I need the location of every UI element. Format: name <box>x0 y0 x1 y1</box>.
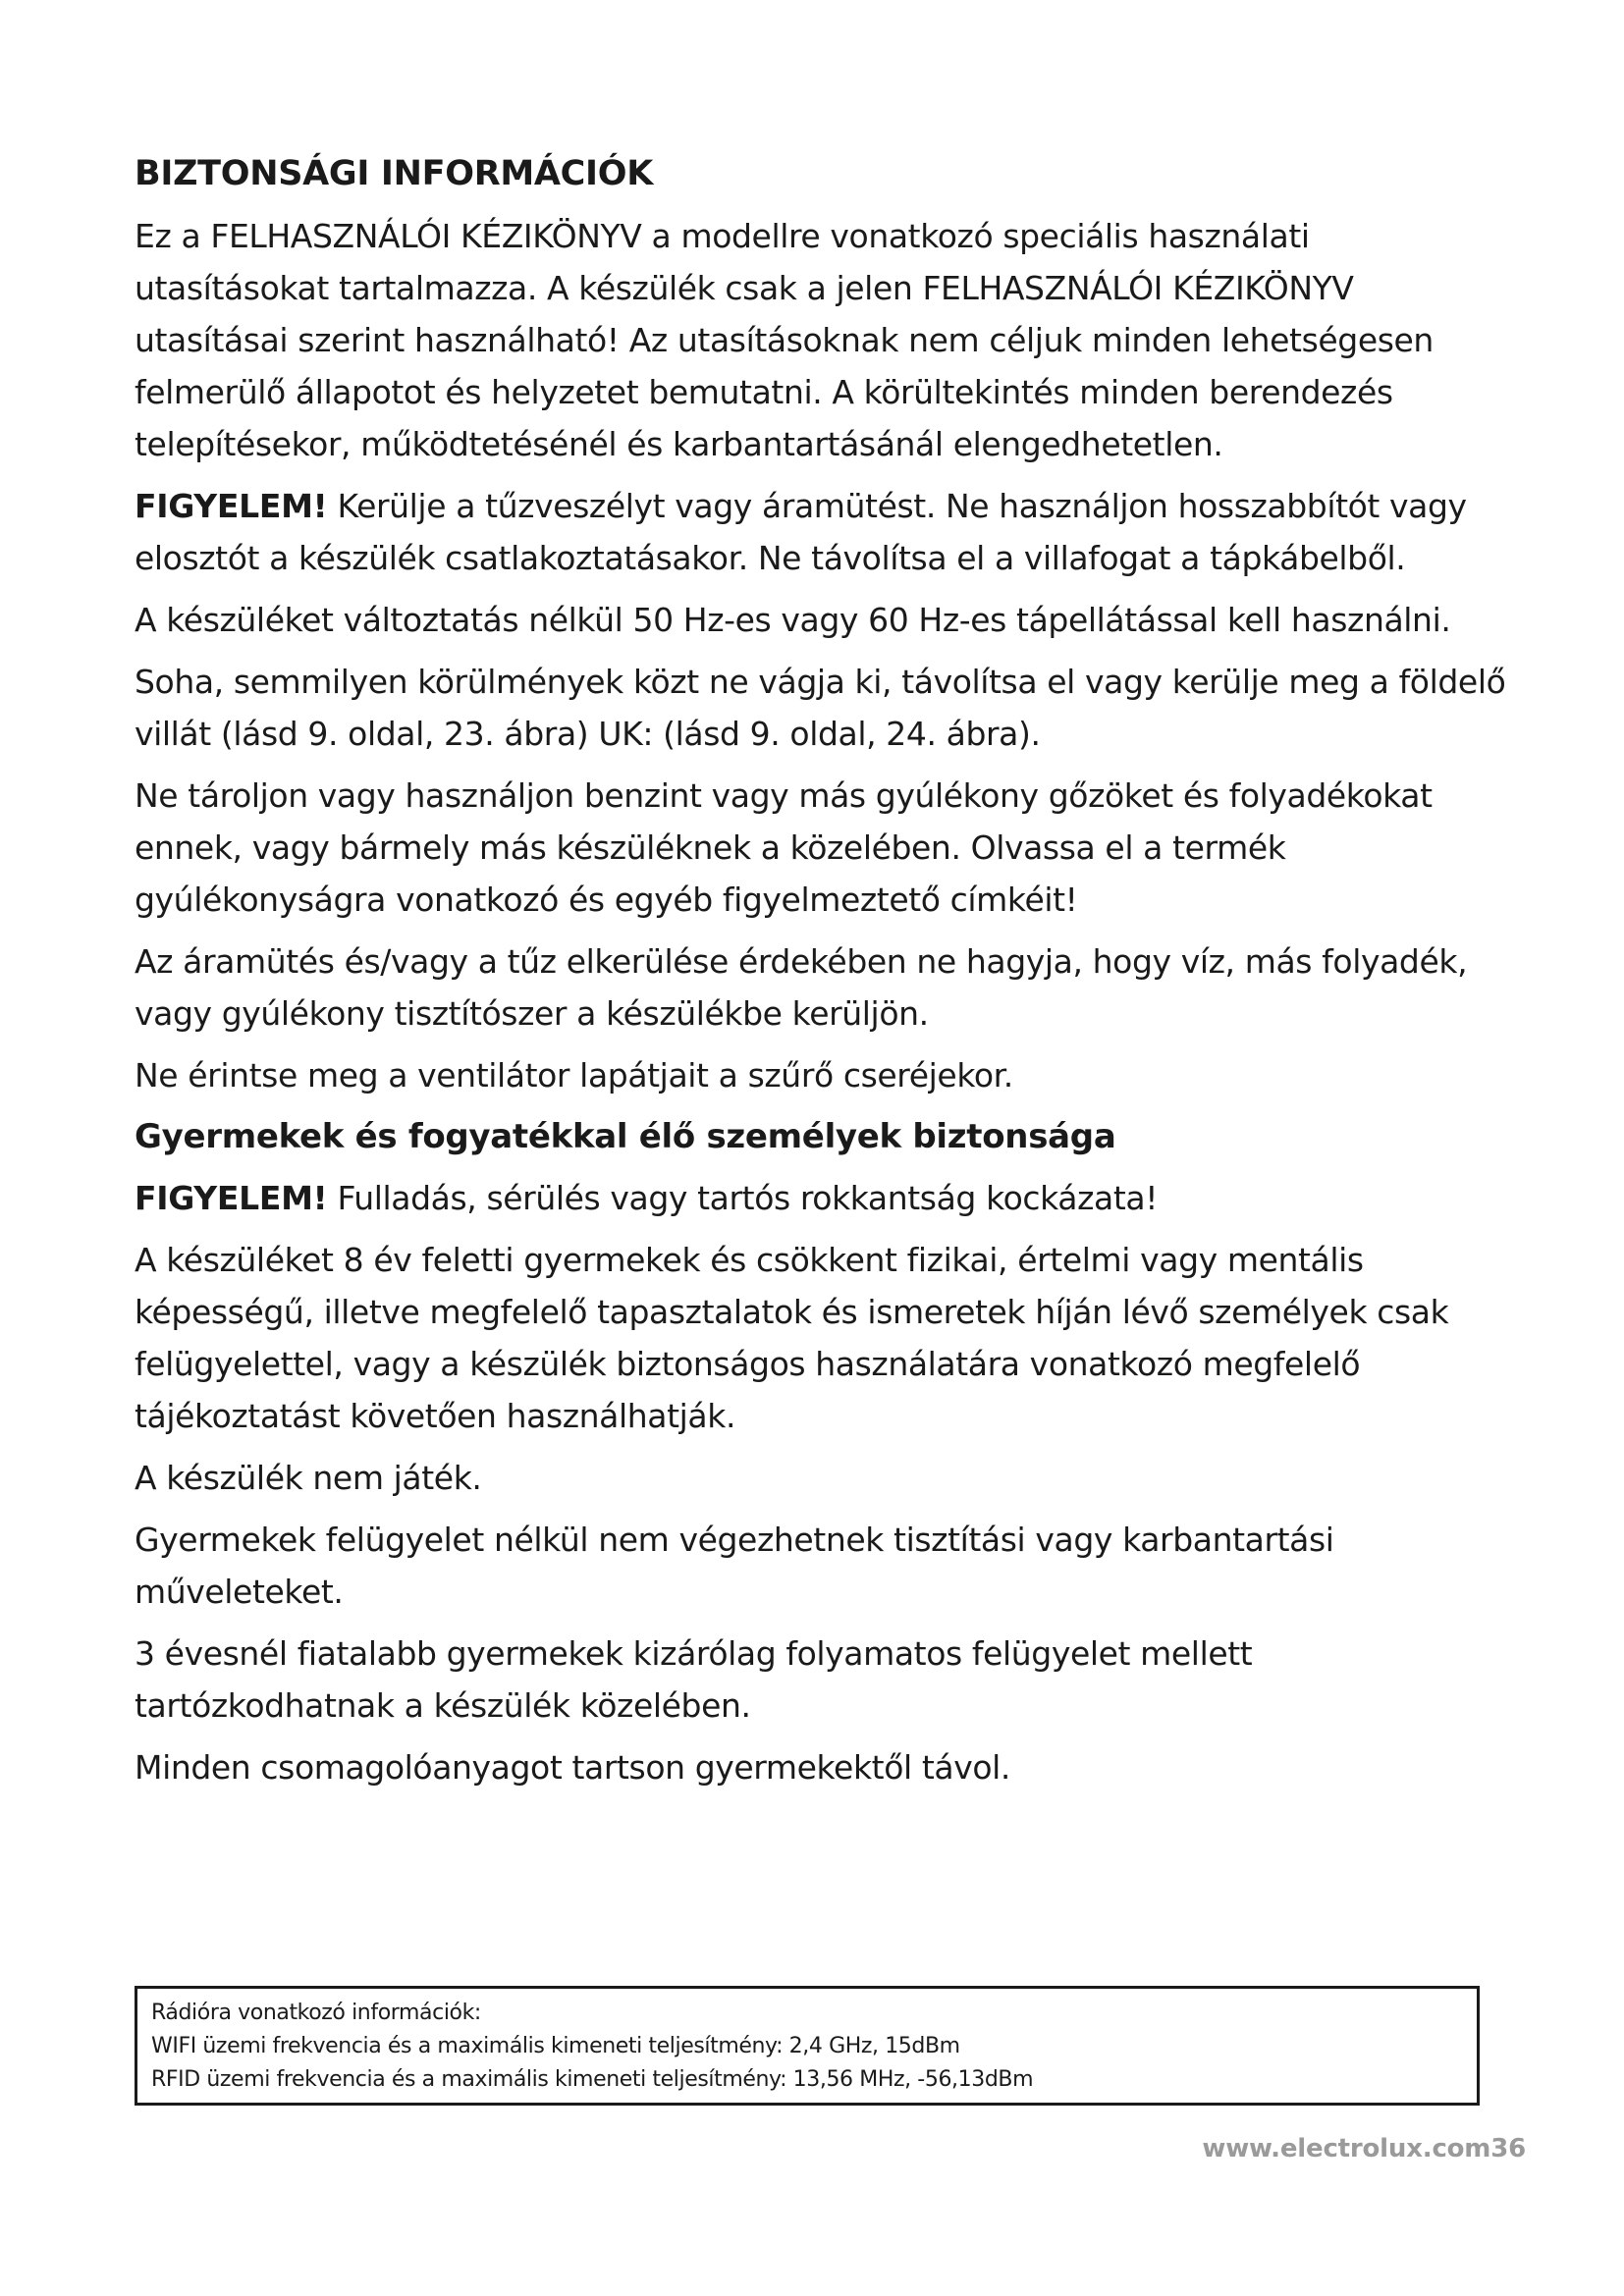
power-paragraph: A készüléket változtatás nélkül 50 Hz-es vagy 60 Hz-es tápellátással kell használni. <box>135 601 1451 639</box>
warning-text: Kerülje a tűzveszélyt vagy áramütést. Ne használjon hosszabbítót vagy elosztót a készülék csatlakoztatásakor. Ne távolítsa el a villafogat a tápkábelből. <box>135 487 1467 577</box>
radio-info-wifi: WIFI üzemi frekvencia és a maximális kimeneti teljesítmény: 2,4 GHz, 15dBm <box>151 2034 960 2058</box>
warning-label: FIGYELEM! <box>135 1179 328 1217</box>
warning-label: FIGYELEM! <box>135 487 328 525</box>
children-section-title: Gyermekek és fogyatékkal élő személyek biztonsága <box>135 1117 1116 1156</box>
liquid-paragraph: Az áramütés és/vagy a tűz elkerülése érdekében ne hagyja, hogy víz, más folyadék, vagy gyúlékony tisztítószer a készülékbe kerüljön. <box>135 942 1468 1033</box>
packaging-paragraph: Minden csomagolóanyagot tartson gyermekektől távol. <box>135 1748 1010 1787</box>
radio-info-title: Rádióra vonatkozó információk: <box>151 2001 481 2025</box>
radio-info-rfid: RFID üzemi frekvencia és a maximális kimeneti teljesítmény: 13,56 MHz, -56,13dBm <box>151 2067 1034 2092</box>
intro-paragraph: Ez a FELHASZNÁLÓI KÉZIKÖNYV a modellre vonatkozó speciális használati utasításokat tartalmazza. A készülék csak a jelen FELHASZNÁLÓI KÉZIKÖNYV utasításai szerint használható! Az utasításoknak nem céljuk minden lehetségesen felmerülő állapotot és helyzetet bemutatni. A körültekintés minden berendezés telepítésekor, működtetésénél és karbantartásánál elengedhetetlen. <box>135 217 1434 463</box>
toy-paragraph: A készülék nem játék. <box>135 1459 482 1497</box>
flammable-paragraph: Ne tároljon vagy használjon benzint vagy más gyúlékony gőzöket és folyadékokat ennek, vagy bármely más készüléknek a közelében. Olvassa el a termék gyúlékonyságra vonatkozó és egyéb figyelmeztető címkéit! <box>135 776 1433 919</box>
document-body <box>135 147 1509 1803</box>
age-paragraph: A készüléket 8 év feletti gyermekek és csökkent fizikai, értelmi vagy mentális képességű, illetve megfelelő tapasztalatok és ismeretek híján lévő személyek csak felügyelettel, vagy a készülék biztonságos használatára vonatkozó megfelelő tájékoztatást követően használhatják. <box>135 1241 1449 1435</box>
warning-paragraph-fire <box>135 480 1509 584</box>
fan-paragraph: Ne érintse meg a ventilátor lapátjait a szűrő cseréjekor. <box>135 1056 1013 1095</box>
ground-paragraph: Soha, semmilyen körülmények közt ne vágja ki, távolítsa el vagy kerülje meg a földelő villát (lásd 9. oldal, 23. ábra) UK: (lásd 9. oldal, 24. ábra). <box>135 663 1506 753</box>
page-footer: www.electrolux.com36 <box>1202 2134 1526 2163</box>
cleaning-paragraph: Gyermekek felügyelet nélkül nem végezhetnek tisztítási vagy karbantartási műveleteket. <box>135 1521 1334 1611</box>
under-three-paragraph: 3 évesnél fiatalabb gyermekek kizárólag folyamatos felügyelet mellett tartózkodhatnak a készülék közelében. <box>135 1634 1253 1725</box>
section-title: BIZTONSÁGI INFORMÁCIÓK <box>135 154 654 193</box>
warning-text: Fulladás, sérülés vagy tartós rokkantság kockázata! <box>327 1179 1159 1217</box>
warning-paragraph-children <box>135 1172 1509 1224</box>
radio-info-box <box>135 1986 1480 2106</box>
